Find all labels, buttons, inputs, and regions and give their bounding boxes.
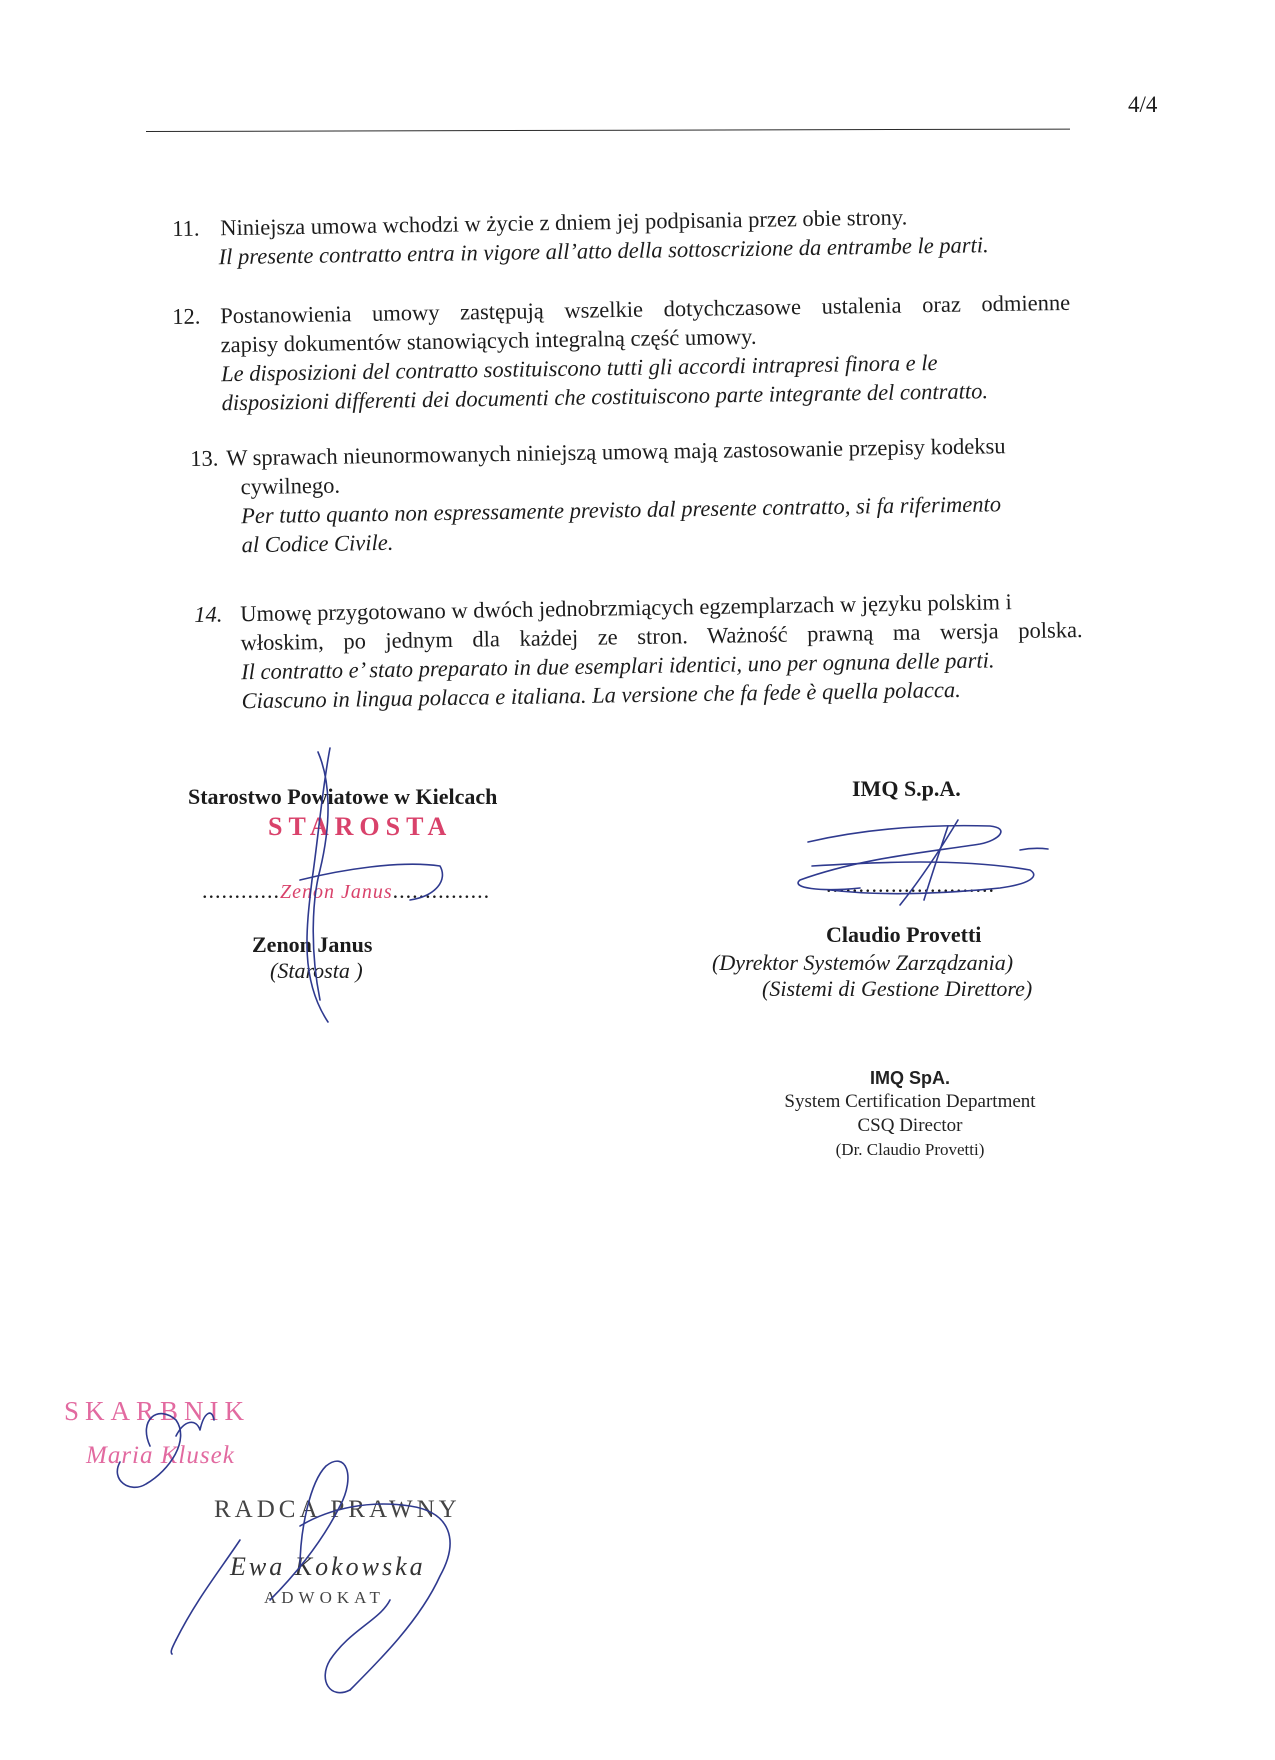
signature-stroke xyxy=(300,1504,450,1690)
signature-stroke xyxy=(798,826,1001,890)
imq-stamp-line: CSQ Director xyxy=(857,1115,963,1136)
clause-number: 11. xyxy=(172,215,200,241)
right-signatory-name: Claudio Provetti xyxy=(826,922,982,947)
right-signatory-role-pl: (Dyrektor Systemów Zarządzania) xyxy=(712,950,1014,975)
left-institution: Starostwo Powiatowe w Kielcach xyxy=(188,784,498,809)
clause-number: 14. xyxy=(194,601,223,627)
right-signature-dots: .......................... xyxy=(826,872,995,897)
page-number: 4/4 xyxy=(1128,92,1158,117)
clause-italian-line: Le disposizioni del contratto sostituiscono tutti gli accordi intrapresi finora e le xyxy=(220,349,938,387)
left-signatory-name: Zenon Janus xyxy=(252,932,373,957)
clause-number: 13. xyxy=(190,445,219,471)
clause-polish-line: Niniejsza umowa wchodzi w życie z dniem jej podpisania przez obie strony. xyxy=(220,204,908,241)
dots-left: ............ xyxy=(202,878,280,903)
signature-stroke xyxy=(176,1413,214,1436)
clause-number: 12. xyxy=(172,303,201,329)
signature-stroke xyxy=(171,1640,176,1654)
dots-right: ............... xyxy=(392,878,491,903)
clause-polish-line: Umowę przygotowano w dwóch jednobrzmiących egzemplarzach w języku polskim i xyxy=(240,589,1012,627)
clause-polish-line: cywilnego. xyxy=(240,472,341,500)
signature-stroke xyxy=(176,1540,240,1640)
clause-polish-line: zapisy dokumentów stanowiących integralną część umowy. xyxy=(220,323,757,358)
clause-italian-line: al Codice Civile. xyxy=(241,529,394,558)
left-signatory-role: (Starosta ) xyxy=(270,958,363,983)
signature-stroke xyxy=(300,864,442,900)
signature-stroke xyxy=(1020,848,1048,850)
imq-stamp-line: IMQ SpA. xyxy=(870,1068,950,1088)
signature-stroke xyxy=(117,1414,180,1488)
skarbnik-stamp-name: Maria Klusek xyxy=(86,1442,235,1469)
right-company: IMQ S.p.A. xyxy=(852,776,961,801)
imq-stamp-line: System Certification Department xyxy=(784,1091,1036,1112)
clause-italian-line: Per tutto quanto non espressamente previsto dal presente contratto, si fa riferimento xyxy=(240,491,1002,529)
radca-stamp-title: RADCA PRAWNY xyxy=(214,1496,461,1523)
clause-italian-line: Il presente contratto entra in vigore all’atto della sottoscrizione da entrambe le parti. xyxy=(218,232,989,270)
radca-stamp-subtitle: ADWOKAT xyxy=(264,1588,385,1607)
skarbnik-stamp-title: SKARBNIK xyxy=(64,1396,251,1426)
starosta-stamp-title: STAROSTA xyxy=(268,812,453,841)
right-signatory-role-it: (Sistemi di Gestione Direttore) xyxy=(762,976,1033,1001)
radca-stamp-name: Ewa Kokowska xyxy=(230,1552,426,1581)
clause-polish-line: włoskim, po jednym dla każdej ze stron. Ważność prawną ma wersja polska. xyxy=(240,617,1083,656)
signature-stroke xyxy=(325,1600,390,1693)
starosta-stamp-name: Zenon Janus xyxy=(280,881,393,903)
clause-polish-line: Postanowienia umowy zastępują wszelkie dotychczasowe ustalenia oraz odmienne xyxy=(220,289,1071,329)
clause-polish-line: W sprawach nieunormowanych niniejszą umową mają zastosowanie przepisy kodeksu xyxy=(226,433,1006,471)
imq-stamp-line: (Dr. Claudio Provetti) xyxy=(835,1140,985,1159)
clause-italian-line: Ciascuno in lingua polacca e italiana. La versione che fa fede è quella polacca. xyxy=(241,676,961,714)
clause-italian-line: disposizioni differenti dei documenti che costituiscono parte integrante del contratto. xyxy=(221,378,989,416)
signature-stroke xyxy=(270,1461,348,1600)
clause-italian-line: Il contratto e’ stato preparato in due esemplari identici, uno per ognuna delle parti. xyxy=(240,647,995,685)
